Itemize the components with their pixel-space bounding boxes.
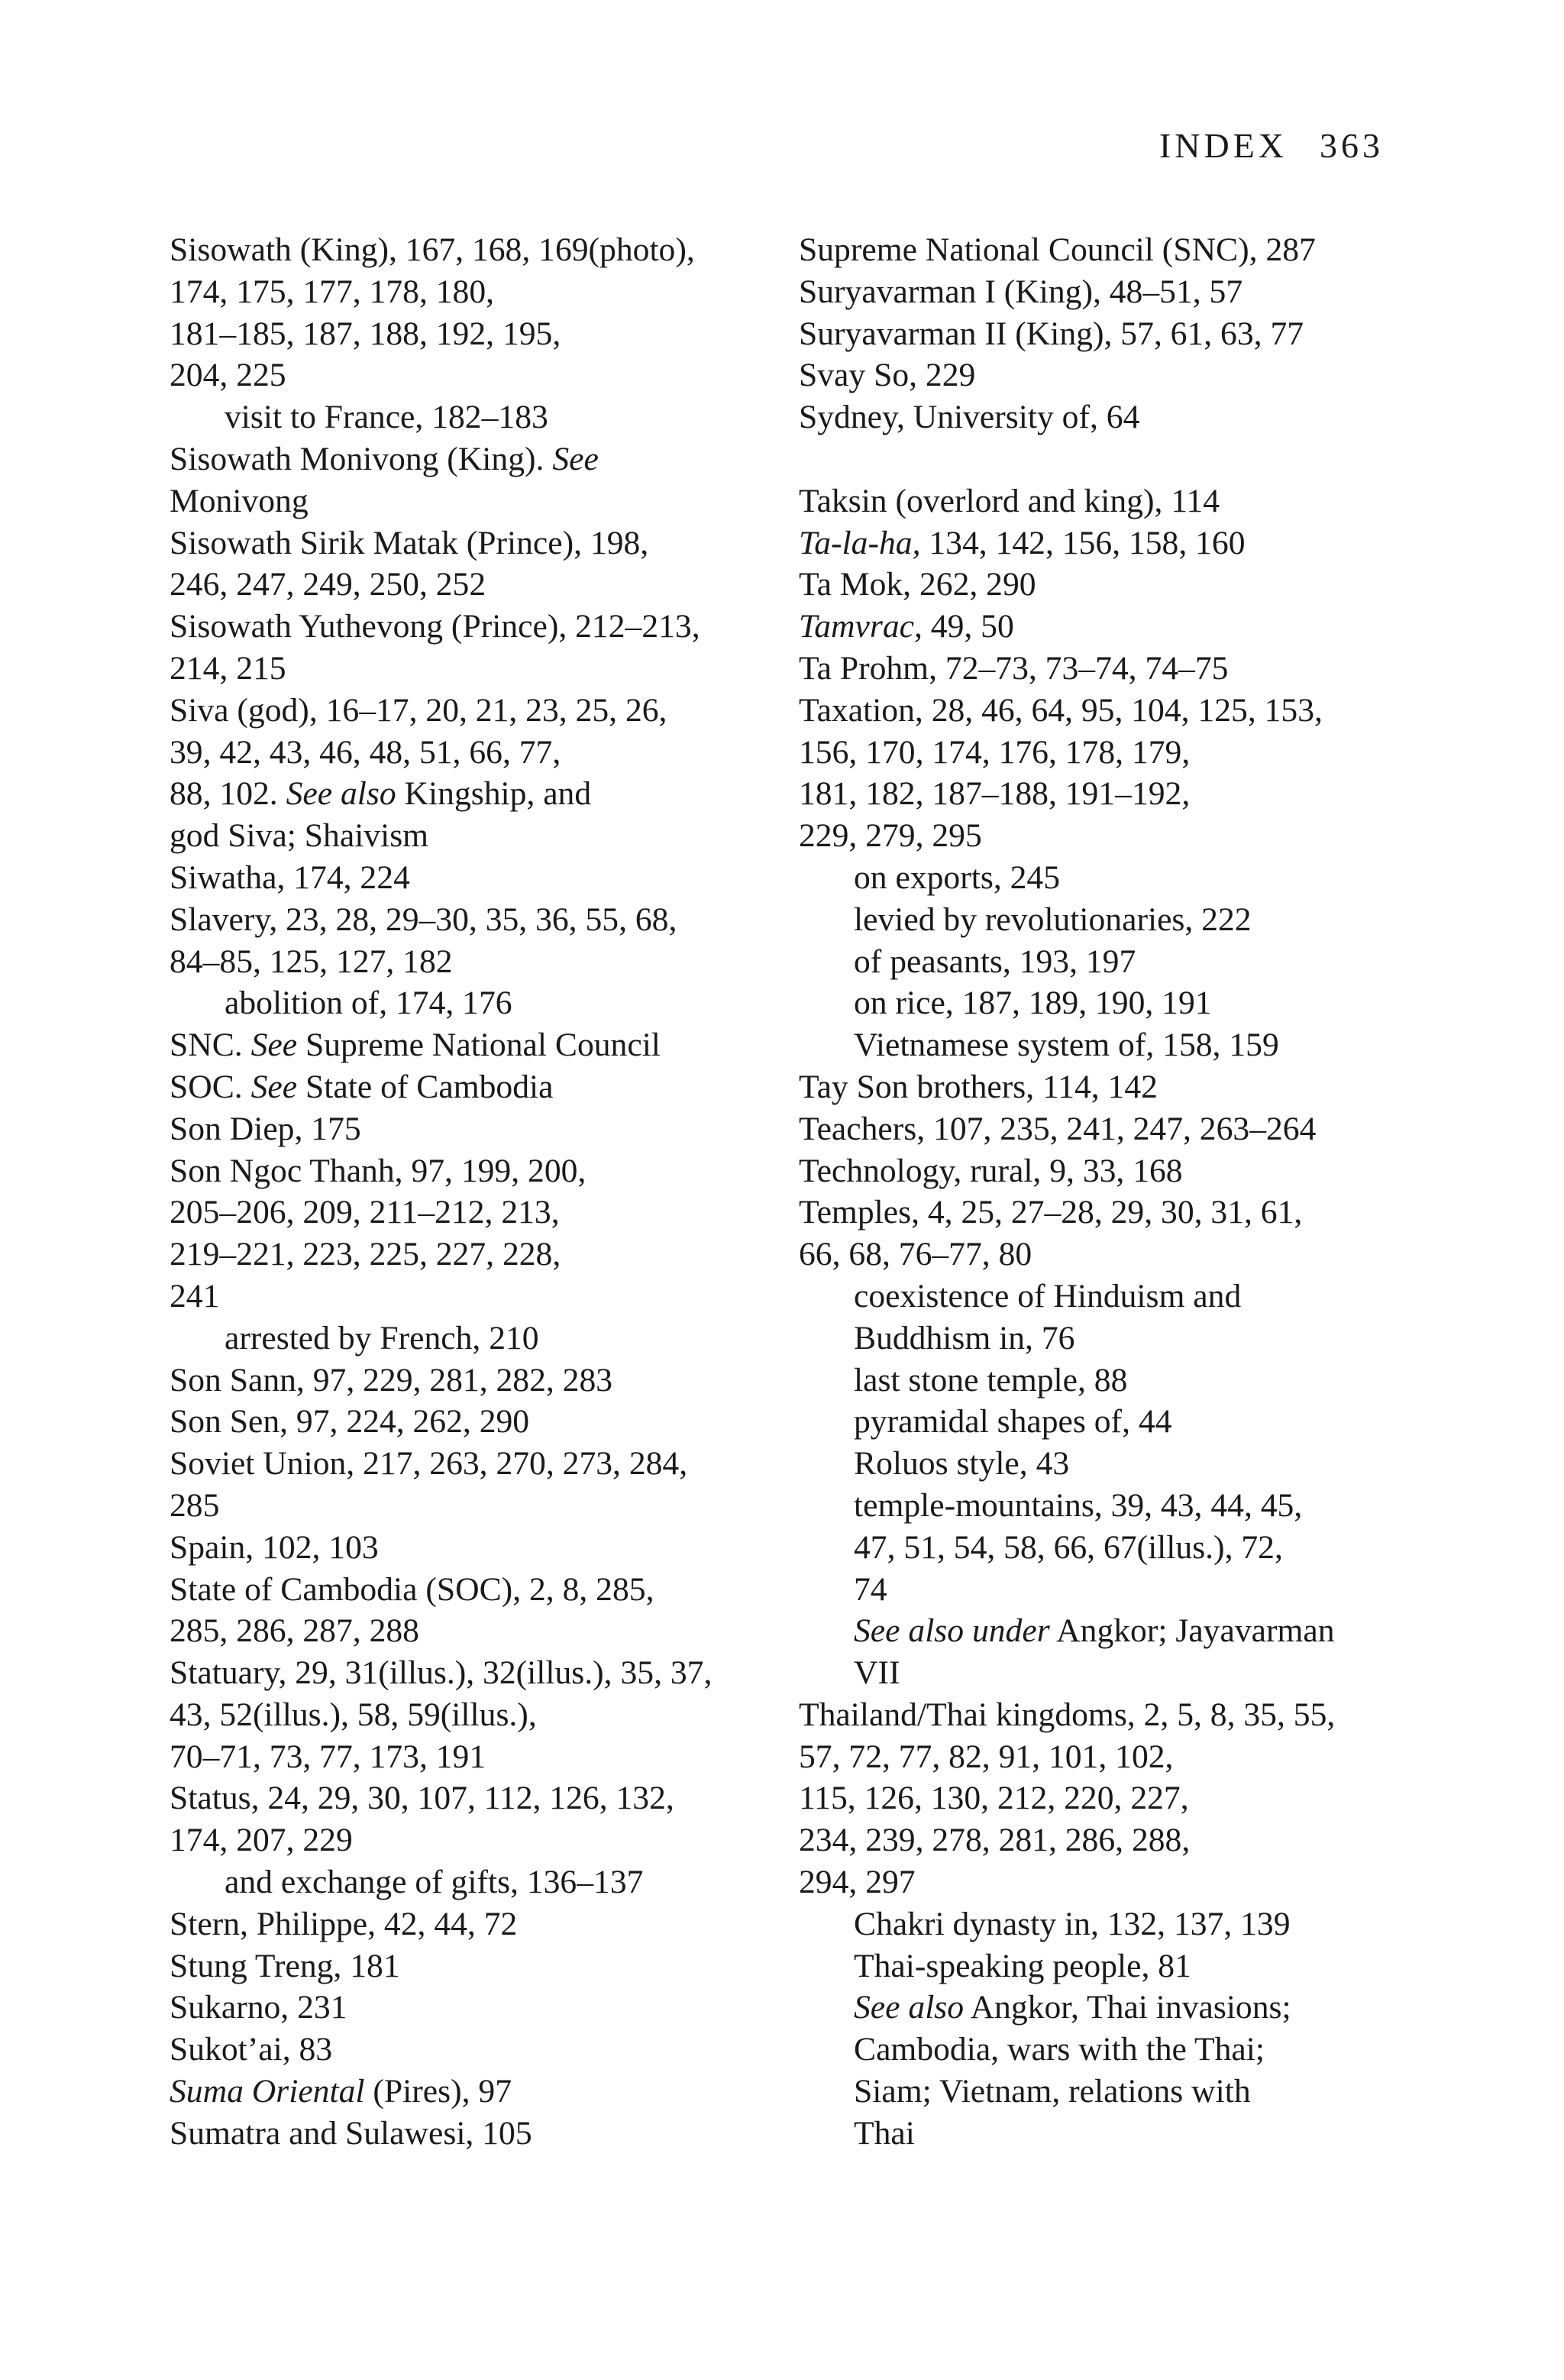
entry-line [170,480,780,522]
index-subentry [799,857,1402,899]
entry-text: Stern, Philippe, 42, 44, 72 [170,1905,518,1942]
entry-text: Ta Prohm, 72–73, 73–74, 74–75 [799,649,1229,687]
entry-line [854,1360,1402,1402]
entry-line [225,1318,780,1360]
entry-line [170,313,780,355]
index-entry [170,1903,780,1945]
index-subentry [799,1443,1402,1485]
entry-text: Svay So, 229 [799,357,976,394]
index-subentry [799,941,1402,983]
entry-line [799,1861,1402,1903]
italic-text: Suma Oriental [170,2073,365,2110]
entry-line [170,522,780,564]
index-entry [799,1694,1402,1903]
index-entry [170,1987,780,2029]
index-entry [170,1024,780,1066]
entry-text: 214, 215 [170,649,286,687]
entry-text: Ta Mok, 262, 290 [799,566,1036,603]
entry-text: 47, 51, 54, 58, 66, 67(illus.), 72, [854,1528,1283,1566]
entry-text: 43, 52(illus.), 58, 59(illus.), [170,1696,537,1733]
entry-line [170,354,780,396]
index-entry [799,606,1402,648]
entry-line [799,229,1402,271]
entry-text: Teachers, 107, 235, 241, 247, 263–264 [799,1110,1317,1147]
entry-text: 57, 72, 77, 82, 91, 101, 102, [799,1738,1174,1775]
index-subentry [799,1401,1402,1443]
entry-line [799,480,1402,522]
entry-line [170,1819,780,1861]
entry-text: arrested by French, 210 [225,1319,539,1357]
index-entry [170,1945,780,1987]
index-entry [170,229,780,396]
entry-line [854,2071,1402,2113]
index-column-left [170,229,780,2155]
entry-text: Spain, 102, 103 [170,1528,379,1566]
index-entry [799,564,1402,606]
entry-text: Siwatha, 174, 224 [170,859,410,896]
entry-text: VII [854,1654,900,1692]
index-subentry [799,1485,1402,1610]
entry-line [170,1527,780,1569]
italic-text: See [250,1027,298,1064]
index-entry [170,1360,780,1402]
entry-text: 84–85, 125, 127, 182 [170,943,453,980]
entry-text: Monivong [170,482,309,519]
entry-text: temple-mountains, 39, 43, 44, 45, [854,1486,1303,1524]
entry-text: Sisowath Sirik Matak (Prince), 198, [170,524,649,561]
section-title: INDEX [1158,126,1288,165]
index-subentry [170,1318,780,1360]
entry-line [854,941,1402,983]
entry-text: last stone temple, 88 [854,1361,1128,1399]
index-entry [170,606,780,690]
entry-line [799,1694,1402,1736]
entry-line [854,2029,1402,2071]
page-number: 363 [1320,126,1384,165]
entry-line [799,313,1402,355]
index-entry [170,438,780,522]
entry-text: Sisowath (King), 167, 168, 169(photo), [170,231,695,268]
entry-text: 174, 175, 177, 178, 180, [170,273,495,310]
entry-line [854,1024,1402,1066]
index-subentry [799,982,1402,1024]
letter-group-gap [799,438,1402,480]
entry-line [854,1652,1402,1694]
entry-text: on exports, 245 [854,859,1061,896]
index-entry [170,1777,780,1861]
entry-line [170,1234,780,1276]
entry-line [854,899,1402,941]
entry-text: State of Cambodia (SOC), 2, 8, 285, [170,1570,654,1608]
entry-text: Supreme National Council [297,1027,661,1064]
entry-text: Taksin (overlord and king), 114 [799,482,1220,519]
entry-line [799,1108,1402,1150]
entry-line [170,271,780,313]
entry-line [799,1736,1402,1778]
entry-line [799,1777,1402,1819]
entry-text: 74 [854,1570,887,1608]
entry-line [170,1485,780,1527]
entry-line [854,857,1402,899]
entry-text: Angkor; Jayavarman [1049,1612,1335,1650]
entry-text: Thai [854,2114,915,2152]
index-entry [170,690,780,857]
entry-line [170,1276,780,1318]
entry-line [854,1485,1402,1527]
index-subentry [170,982,780,1024]
index-entry [170,1150,780,1318]
index-entry [799,480,1402,522]
entry-line [170,1945,780,1987]
index-entry [170,1527,780,1569]
entry-line [854,1610,1402,1652]
entry-line [854,2113,1402,2155]
entry-line [170,564,780,606]
entry-text: 241 [170,1277,220,1314]
entry-text: 229, 279, 295 [799,817,982,855]
entry-text: Vietnamese system of, 158, 159 [854,1027,1279,1064]
entry-text: Soviet Union, 217, 263, 270, 273, 284, [170,1445,688,1483]
entry-text: Slavery, 23, 28, 29–30, 35, 36, 55, 68, [170,901,677,938]
index-entry [170,1652,780,1777]
entry-text: 174, 207, 229 [170,1822,353,1859]
entry-line [170,1652,780,1694]
entry-text: Son Sen, 97, 224, 262, 290 [170,1403,530,1441]
index-subentry [170,396,780,438]
entry-text: 204, 225 [170,357,286,394]
entry-text: Suryavarman II (King), 57, 61, 63, 77 [799,315,1304,352]
entry-line [799,1150,1402,1192]
entry-line [170,1024,780,1066]
entry-line [854,1443,1402,1485]
index-entry [799,271,1402,313]
entry-text: Taxation, 28, 46, 64, 95, 104, 125, 153, [799,691,1323,729]
entry-line [170,1443,780,1485]
entry-line [170,1066,780,1108]
entry-line [799,648,1402,690]
entry-text: on rice, 187, 189, 190, 191 [854,985,1212,1022]
entry-text: Son Sann, 97, 229, 281, 282, 283 [170,1361,613,1399]
entry-line [854,1987,1402,2029]
entry-text: Angkor, Thai invasions; [964,1989,1291,2026]
index-entry [799,313,1402,355]
entry-line [854,1569,1402,1611]
index-entry [170,1066,780,1108]
entry-line [799,732,1402,774]
entry-text: (Pires), 97 [364,2073,512,2110]
entry-text: 219–221, 223, 225, 227, 228, [170,1236,561,1273]
entry-text: Sisowath Monivong (King). [170,440,553,477]
entry-line [225,396,780,438]
entry-line [799,815,1402,857]
entry-text: 181–185, 187, 188, 192, 195, [170,315,561,352]
entry-line [799,606,1402,648]
index-entry [170,2071,780,2113]
entry-line [799,396,1402,438]
entry-line [170,1777,780,1819]
entry-line [854,1276,1402,1318]
entry-text: Cambodia, wars with the Thai; [854,2031,1265,2068]
index-subentry [799,1945,1402,1987]
italic-text: Ta-la-ha, [799,524,921,561]
entry-text: pyramidal shapes of, 44 [854,1403,1172,1441]
entry-text: 181, 182, 187–188, 191–192, [799,775,1191,813]
entry-line [170,2113,780,2155]
index-entry [170,2029,780,2071]
entry-line [170,1360,780,1402]
entry-text: 39, 42, 43, 46, 48, 51, 66, 77, [170,733,561,771]
entry-line [170,606,780,648]
entry-line [170,438,780,480]
entry-line [170,1569,780,1611]
entry-text: 285, 286, 287, 288 [170,1612,419,1650]
entry-line [854,1903,1402,1945]
index-entry [170,522,780,606]
entry-text: visit to France, 182–183 [225,399,548,436]
entry-line [170,857,780,899]
entry-text: 234, 239, 278, 281, 286, 288, [799,1822,1191,1859]
index-subentry [799,899,1402,941]
entry-line [170,1108,780,1150]
entry-line [170,1610,780,1652]
entry-text: Chakri dynasty in, 132, 137, 139 [854,1905,1291,1942]
entry-text: Sukot’ai, 83 [170,2031,333,2068]
index-entry [170,1569,780,1653]
entry-text: Thai-speaking people, 81 [854,1947,1191,1984]
entry-text: Son Diep, 175 [170,1110,361,1147]
entry-text: 285 [170,1486,220,1524]
entry-text: coexistence of Hinduism and [854,1277,1242,1314]
entry-text: 115, 126, 130, 212, 220, 227, [799,1780,1189,1817]
index-entry [799,1108,1402,1150]
index-entry [799,1150,1402,1192]
entry-text: Thailand/Thai kingdoms, 2, 5, 8, 35, 55, [799,1696,1336,1733]
entry-text: 134, 142, 156, 158, 160 [920,524,1246,561]
entry-text: of peasants, 193, 197 [854,943,1136,980]
entry-line [170,690,780,732]
index-column-right [799,229,1402,2155]
entry-line [799,354,1402,396]
entry-text: Sydney, University of, 64 [799,399,1140,436]
entry-line [170,1903,780,1945]
index-subentry [170,1861,780,1903]
entry-line [170,773,780,815]
entry-line [799,690,1402,732]
index-entry [799,396,1402,438]
running-head [1159,125,1384,166]
entry-text: Sumatra and Sulawesi, 105 [170,2114,532,2152]
italic-text: See [250,1068,298,1105]
index-subentry [799,1987,1402,2154]
entry-text: abolition of, 174, 176 [225,985,512,1022]
entry-line [799,1819,1402,1861]
index-subentry [799,1024,1402,1066]
entry-text: Kingship, and [396,775,592,813]
entry-line [170,815,780,857]
index-entry [170,1401,780,1443]
entry-line [854,1527,1402,1569]
entry-line [799,1192,1402,1234]
entry-line [170,732,780,774]
entry-text: 246, 247, 249, 250, 252 [170,566,486,603]
italic-text: See [552,440,599,477]
entry-text: Statuary, 29, 31(illus.), 32(illus.), 35, 37, [170,1654,713,1692]
italic-text: See also [854,1989,965,2026]
entry-text: Sisowath Yuthevong (Prince), 212–213, [170,608,700,645]
entry-line [225,1861,780,1903]
index-entry [799,354,1402,396]
entry-text: Tay Son brothers, 114, 142 [799,1068,1158,1105]
italic-text: See also under [854,1612,1050,1650]
index-entry [799,648,1402,690]
entry-text: and exchange of gifts, 136–137 [225,1864,644,1901]
entry-text: Sukarno, 231 [170,1989,347,2026]
entry-text: Technology, rural, 9, 33, 168 [799,1152,1183,1189]
entry-text: 294, 297 [799,1864,916,1901]
entry-text: Temples, 4, 25, 27–28, 29, 30, 31, 61, [799,1194,1303,1231]
index-entry [170,1108,780,1150]
index-entry [799,690,1402,857]
entry-text: Status, 24, 29, 30, 107, 112, 126, 132, [170,1780,674,1817]
entry-line [170,1150,780,1192]
entry-line [170,1401,780,1443]
entry-line [854,1945,1402,1987]
index-entry [799,229,1402,271]
entry-line [170,2029,780,2071]
entry-line [225,982,780,1024]
entry-line [170,229,780,271]
index-entry [799,1066,1402,1108]
entry-text: Buddhism in, 76 [854,1319,1075,1357]
entry-text: god Siva; Shaivism [170,817,429,855]
entry-line [170,941,780,983]
entry-line [799,564,1402,606]
index-entry [170,1443,780,1527]
entry-text: State of Cambodia [297,1068,554,1105]
index-entry [170,857,780,899]
entry-text: SOC. [170,1068,251,1105]
entry-line [170,899,780,941]
entry-line [170,1736,780,1778]
italic-text: Tamvrac, [799,608,923,645]
entry-text: 66, 68, 76–77, 80 [799,1236,1032,1273]
index-entry [170,899,780,983]
index-entry [170,2113,780,2155]
index-entry [799,522,1402,564]
entry-text: Siam; Vietnam, relations with [854,2073,1251,2110]
entry-text: 88, 102. [170,775,286,813]
entry-line [799,271,1402,313]
italic-text: See also [286,775,396,813]
entry-text: Roluos style, 43 [854,1445,1070,1483]
index-subentry [799,1610,1402,1694]
entry-line [170,1987,780,2029]
index-subentry [799,1276,1402,1360]
entry-text: 156, 170, 174, 176, 178, 179, [799,733,1191,771]
entry-line [854,1401,1402,1443]
entry-line [799,1234,1402,1276]
entry-line [170,1192,780,1234]
entry-text: Siva (god), 16–17, 20, 21, 23, 25, 26, [170,691,667,729]
entry-line [799,522,1402,564]
entry-text: SNC. [170,1027,251,1064]
entry-text: levied by revolutionaries, 222 [854,901,1252,938]
entry-text: Stung Treng, 181 [170,1947,400,1984]
entry-text: Suryavarman I (King), 48–51, 57 [799,273,1243,310]
entry-line [799,1066,1402,1108]
entry-text: Supreme National Council (SNC), 287 [799,231,1316,268]
entry-text: 70–71, 73, 77, 173, 191 [170,1738,486,1775]
entry-line [799,773,1402,815]
entry-line [170,1694,780,1736]
index-subentry [799,1903,1402,1945]
entry-line [170,2071,780,2113]
entry-line [854,982,1402,1024]
entry-text: Son Ngoc Thanh, 97, 199, 200, [170,1152,586,1189]
entry-line [854,1318,1402,1360]
index-subentry [799,1360,1402,1402]
entry-text: 205–206, 209, 211–212, 213, [170,1194,560,1231]
entry-line [170,648,780,690]
index-entry [799,1192,1402,1276]
entry-text: 49, 50 [922,608,1014,645]
